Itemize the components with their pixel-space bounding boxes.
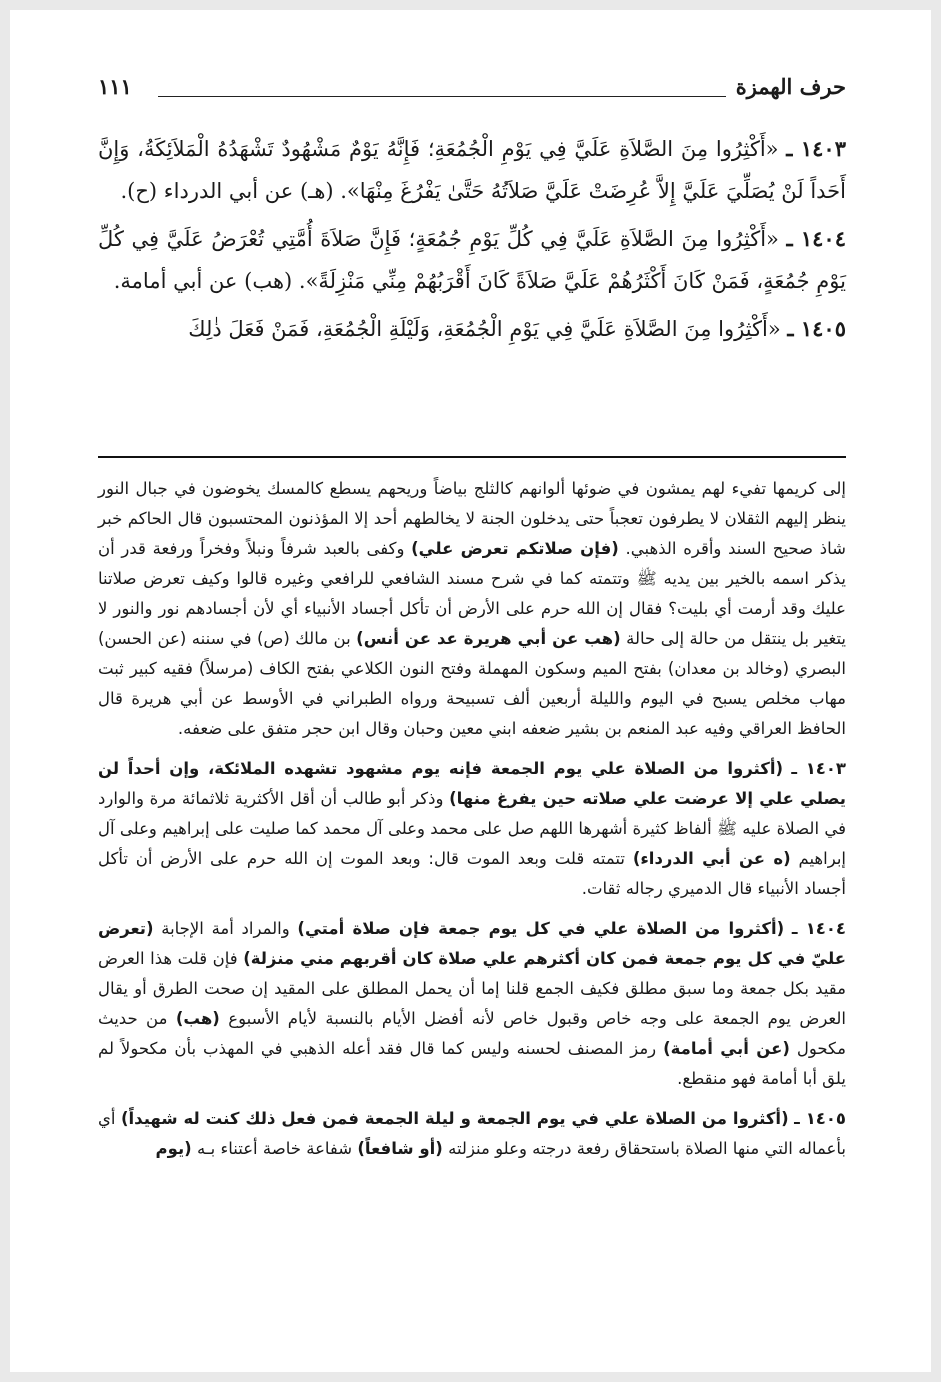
hadith-number: ١٤٠٣ ـ [786,136,846,161]
commentary-text: فإن قلت هذا العرض مقيد بكل جمعة وما سبق مطلق فكيف الجمع قلنا إما أن يحمل المطلق على المقيد إن صحت الطرق أو يقال العرض يوم الجمعة على وجه خاص وقبول خاص لأنه أفضل الأيام بالنسبة لأيام الأسبوع [98,949,847,1028]
commentary-quote: (هب) [175,1009,220,1028]
commentary-text: تتمته قلت وبعد الموت قال: وبعد الموت إن الله حرم على الأرض أن تأكل أجساد الأنبياء قال الدميري رجاله ثقات. [98,849,846,898]
commentary-quote: (أكثروا من الصلاة علي في يوم الجمعة و ليلة الجمعة فمن فعل ذلك كنت له شهيداً) [120,1109,789,1128]
hadith-text-section [98,128,846,356]
commentary-quote: (أكثروا من الصلاة علي يوم الجمعة فإنه يوم مشهود تشهده الملائكة، وإن أحداً لن يصلي علي إلا عرضت علي صلاته حين يفرغ منها) [98,759,846,808]
hadith-1405 [98,308,846,350]
commentary-quote: (هب عن أبي هريرة عد عن أنس) [356,629,621,648]
section-divider [98,456,846,458]
commentary-text: إلى كريمها تفيء لهم يمشون في ضوئها ألوانهم كالثلج بياضاً وريحهم يسطع كالمسك يخوضون في جبال النور ينظر إليهم الثقلان لا يطرفون تعجباً حتى يدخلون الجنة لا يخالطهم أحد إلا المؤذنون المحتسبون قال الحاكم خبر شاذ صحيح السند وأقره الذهبي. [98,479,846,558]
commentary-quote: (أكثروا من الصلاة علي في كل يوم جمعة فإن صلاة أمتي) [297,919,785,938]
commentary-paragraph [98,474,846,744]
hadith-number: ١٤٠٤ ـ [786,226,846,251]
header-rule [158,96,726,97]
hadith-body: «أَكْثِرُوا مِنَ الصَّلاَةِ عَلَيَّ فِي كُلِّ يَوْمِ جُمُعَةٍ؛ فَإِنَّ صَلاَةَ أُمَّتِي تُعْرَضُ عَلَيَّ فِي كُلِّ يَوْمِ جُمُعَةٍ، فَمَنْ كَانَ أَكْثَرُهُمْ عَلَيَّ صَلاَةً كَانَ أَقْرَبُهُمْ مِنِّي مَنْزِلَةً». (هب) عن أبي أمامة. [98,227,846,293]
commentary-quote: (يوم [155,1139,192,1158]
commentary-text: رمز المصنف لحسنه وليس كما قال فقد أعله الذهبي في المهذب بأن مكحولاً لم يلق أبا أمامة فهو منقطع. [98,1039,846,1088]
page-header [98,74,846,114]
commentary-paragraph [98,914,846,1094]
commentary-quote: (عن أبي أمامة) [663,1039,790,1058]
book-page [98,70,846,1360]
commentary-number: ١٤٠٥ ـ [794,1109,847,1128]
hadith-number: ١٤٠٥ ـ [787,316,846,341]
commentary-paragraph [98,1104,846,1164]
commentary-quote: (تعرض عليّ في كل يوم جمعة فمن كان أكثرهم علي صلاة كان أقربهم مني منزلة) [98,919,847,968]
commentary-text: والمراد أمة الإجابة [161,919,290,938]
hadith-body: «أَكْثِرُوا مِنَ الصَّلاَةِ عَلَيَّ فِي يَوْمِ الْجُمُعَةِ؛ فَإِنَّهُ يَوْمٌ مَشْهُودٌ تَشْهَدُهُ الْمَلاَئِكَةُ، وَإِنَّ أَحَداً لَنْ يُصَلِّيَ عَلَيَّ إِلاَّ عُرِضَتْ عَلَيَّ صَلاَتُهُ حَتَّىٰ يَفْرُغَ مِنْهَا». (هـ) عن أبي الدرداء (ح). [98,137,846,203]
commentary-text: وكفى بالعبد شرفاً ونبلاً وفخراً ورفعة قدر أن يذكر اسمه بالخير بين يديه ﷺ وتتمته كما في شرح مسند الشافعي للرافعي وغيره قالوا وكيف تعرض صلاتنا عليك وقد أرمت أي بليت؟ فقال إن الله حرم على الأرض أن تأكل أجساد الأنبياء أي لأن أجسادهم نور والنور لا يتغير بل ينتقل من حالة إلى حالة [98,539,847,648]
hadith-1403 [98,128,846,212]
commentary-quote: (ه عن أبي الدرداء) [632,849,791,868]
commentary-text: وذكر أبو طالب أن أقل الأكثرية ثلاثمائة مرة والوارد في الصلاة عليه ﷺ ألفاظ كثيرة أشهرها اللهم صل على محمد وعلى آل محمد كما صليت على إبراهيم وعلى آل إبراهيم [98,789,846,868]
commentary-number: ١٤٠٤ ـ [791,919,846,938]
running-title: حرف الهمزة [735,74,846,99]
commentary-section [98,474,846,1174]
commentary-text: بن مالك (ص) في سننه (عن الحسن) البصري (وخالد بن معدان) بفتح الميم وسكون المهملة وفتح النون الكلاعي بفتح الكاف (مرسلاً) فقيه كبير ثبت مهاب مخلص يسبح في اليوم والليلة أربعين ألف تسبيحة ورواه الطبراني في الأوسط عن أبي هريرة قال الحافظ العراقي وفيه عبد المنعم بن بشير ضعفه ابني معين وحبان وقال ابن حجر متفق على ضعفه. [98,629,846,738]
hadith-1404 [98,218,846,302]
commentary-quote: (فإن صلاتكم تعرض علي) [411,539,619,558]
hadith-body: «أَكْثِرُوا مِنَ الصَّلاَةِ عَلَيَّ فِي يَوْمِ الْجُمُعَةِ، وَلَيْلَةِ الْجُمُعَةِ، فَمَنْ فَعَلَ ذٰلِكَ [188,317,781,341]
commentary-text: أي بأعماله التي منها الصلاة باستحقاق رفعة درجته وعلو منزلته [98,1109,846,1158]
page-number: ١١١ [98,74,132,99]
commentary-paragraph [98,754,846,904]
commentary-text: من حديث مكحول [98,1009,846,1058]
commentary-text: شفاعة خاصة أعتناء بـه [196,1139,353,1158]
commentary-quote: (أو شافعاً) [357,1139,443,1158]
commentary-number: ١٤٠٣ ـ [791,759,846,778]
